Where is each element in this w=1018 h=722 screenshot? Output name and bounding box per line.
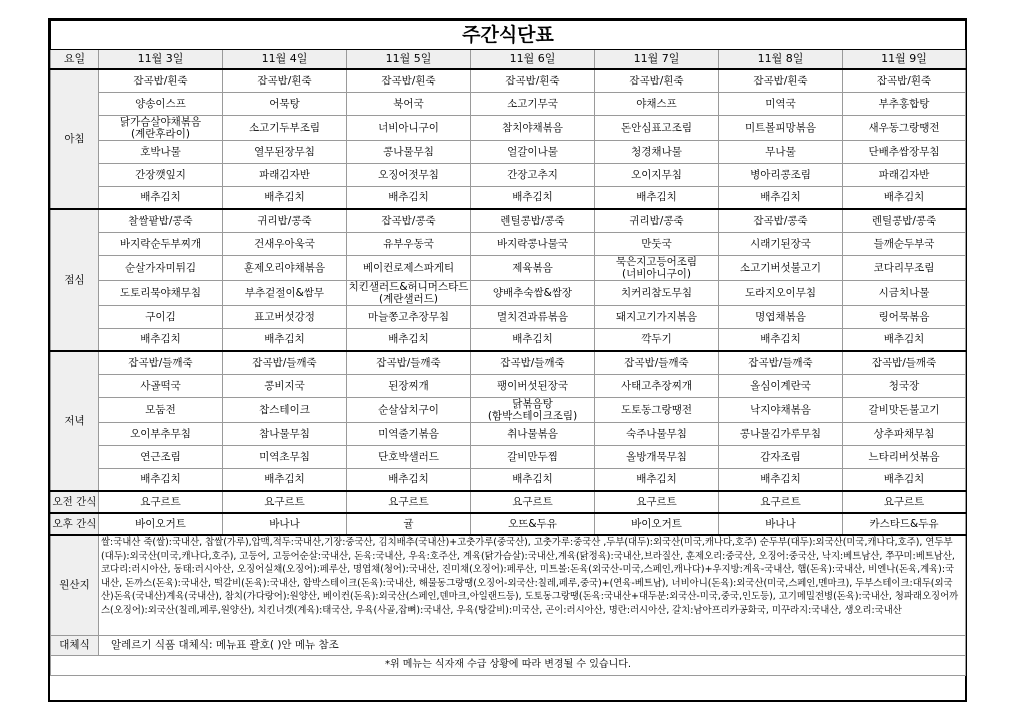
menu-cell: 낙지야채볶음	[719, 397, 843, 422]
menu-cell: 올방개묵무침	[595, 445, 719, 468]
day-header: 11월 6일	[471, 50, 595, 70]
menu-cell: 오징어젓무침	[347, 163, 471, 186]
menu-cell: 잡곡밥/들깨죽	[719, 351, 843, 374]
menu-cell: 열무된장무침	[223, 140, 347, 163]
substitute-text: 알레르기 식품 대체식: 메뉴표 괄호( )안 메뉴 참조	[99, 635, 966, 655]
menu-cell: 미역국	[719, 92, 843, 115]
menu-cell: 제육볶음	[471, 255, 595, 280]
menu-cell: 야채스프	[595, 92, 719, 115]
menu-cell: 배추김치	[471, 186, 595, 209]
snack-cell: 바이오거트	[99, 513, 223, 535]
menu-cell: 렌틸콩밥/콩죽	[471, 209, 595, 232]
snack-cell: 바이오거트	[595, 513, 719, 535]
menu-cell: 콩나물김가루무침	[719, 422, 843, 445]
menu-cell: 부추겉절이&쌈무	[223, 280, 347, 305]
menu-cell: 렌틸콩밥/콩죽	[843, 209, 966, 232]
menu-cell: 콩비지국	[223, 374, 347, 397]
menu-cell: 된장찌개	[347, 374, 471, 397]
menu-cell: 취나물볶음	[471, 422, 595, 445]
menu-cell: 어묵탕	[223, 92, 347, 115]
menu-cell: 사골떡국	[99, 374, 223, 397]
page-title: 주간식단표	[51, 21, 966, 50]
menu-cell: 배추김치	[595, 468, 719, 491]
menu-cell: 귀리밥/콩죽	[595, 209, 719, 232]
menu-cell: 모둠전	[99, 397, 223, 422]
menu-cell: 숙주나물무침	[595, 422, 719, 445]
meal-label: 저녁	[51, 351, 99, 491]
menu-cell: 잡곡밥/들깨죽	[223, 351, 347, 374]
day-header: 11월 3일	[99, 50, 223, 70]
menu-cell: 잡곡밥/흰죽	[471, 69, 595, 92]
snack-cell: 요구르트	[719, 491, 843, 513]
menu-cell: 갈비맛돈불고기	[843, 397, 966, 422]
menu-cell: 배추김치	[471, 328, 595, 351]
menu-cell	[99, 115, 223, 140]
menu-cell-line: 치킨샐러드&허니머스타드	[348, 280, 469, 293]
day-header: 11월 4일	[223, 50, 347, 70]
menu-cell: 배추김치	[843, 186, 966, 209]
menu-cell: 배추김치	[223, 186, 347, 209]
menu-cell: 참치야채볶음	[471, 115, 595, 140]
menu-cell-line: 닭볶음탕	[512, 397, 553, 410]
menu-cell: 잡곡밥/흰죽	[347, 69, 471, 92]
weekly-menu-sheet	[48, 18, 967, 702]
menu-cell: 유부우동국	[347, 232, 471, 255]
menu-cell: 도라지오이무침	[719, 280, 843, 305]
snack-label: 오전 간식	[51, 491, 99, 513]
menu-cell: 새우동그랑땡전	[843, 115, 966, 140]
menu-cell: 소고기버섯불고기	[719, 255, 843, 280]
menu-cell: 양배추숙쌈&쌈장	[471, 280, 595, 305]
menu-cell: 너비아니구이	[347, 115, 471, 140]
menu-cell: 병아리콩조림	[719, 163, 843, 186]
menu-cell: 잡곡밥/들깨죽	[595, 351, 719, 374]
menu-cell: 배추김치	[99, 328, 223, 351]
menu-cell: 무나물	[719, 140, 843, 163]
menu-cell	[471, 397, 595, 422]
menu-cell: 배추김치	[347, 468, 471, 491]
menu-cell: 치커리참도무침	[595, 280, 719, 305]
menu-cell: 도토리묵야채무침	[99, 280, 223, 305]
day-header: 11월 8일	[719, 50, 843, 70]
menu-cell: 명엽채볶음	[719, 305, 843, 328]
menu-cell: 배추김치	[719, 328, 843, 351]
menu-cell: 바지락순두부찌개	[99, 232, 223, 255]
menu-cell: 베이컨로제스파게티	[347, 255, 471, 280]
menu-cell-line: (함박스테이크조림)	[487, 409, 578, 422]
menu-cell: 귀리밥/콩죽	[223, 209, 347, 232]
snack-cell: 요구르트	[99, 491, 223, 513]
menu-cell: 호박나물	[99, 140, 223, 163]
menu-cell: 잡곡밥/흰죽	[99, 69, 223, 92]
snack-cell: 요구르트	[471, 491, 595, 513]
menu-cell: 잡곡밥/들깨죽	[471, 351, 595, 374]
menu-cell: 배추김치	[719, 186, 843, 209]
menu-cell: 잡곡밥/콩죽	[347, 209, 471, 232]
snack-cell: 바나나	[719, 513, 843, 535]
menu-cell: 감자조림	[719, 445, 843, 468]
menu-cell: 만둣국	[595, 232, 719, 255]
menu-cell: 순살가자미튀김	[99, 255, 223, 280]
menu-cell: 코다리무조림	[843, 255, 966, 280]
menu-cell: 잡곡밥/흰죽	[843, 69, 966, 92]
day-header: 11월 9일	[843, 50, 966, 70]
menu-cell: 잡곡밥/들깨죽	[99, 351, 223, 374]
snack-cell: 카스타드&두유	[843, 513, 966, 535]
menu-cell: 미역초무침	[223, 445, 347, 468]
menu-cell: 배추김치	[471, 468, 595, 491]
menu-cell: 돼지고기가지볶음	[595, 305, 719, 328]
menu-cell: 미역줄기볶음	[347, 422, 471, 445]
menu-cell: 훈제오리야채볶음	[223, 255, 347, 280]
menu-cell: 배추김치	[719, 468, 843, 491]
substitute-label: 대체식	[51, 635, 99, 655]
menu-cell: 갈비만두찜	[471, 445, 595, 468]
menu-cell: 청경채나물	[595, 140, 719, 163]
menu-cell: 파래김자반	[843, 163, 966, 186]
menu-cell: 잡곡밥/들깨죽	[347, 351, 471, 374]
menu-cell: 순살삼치구이	[347, 397, 471, 422]
menu-cell: 오이지무침	[595, 163, 719, 186]
menu-cell: 배추김치	[99, 468, 223, 491]
menu-cell: 찰쌀팥밥/콩죽	[99, 209, 223, 232]
meal-label: 아침	[51, 69, 99, 209]
menu-cell: 멸치견과류볶음	[471, 305, 595, 328]
menu-cell: 연근조림	[99, 445, 223, 468]
menu-cell: 파래김자반	[223, 163, 347, 186]
origin-label: 원산지	[51, 535, 99, 635]
snack-label: 오후 간식	[51, 513, 99, 535]
menu-cell: 배추김치	[223, 468, 347, 491]
menu-cell: 배추김치	[347, 186, 471, 209]
menu-cell: 들깨순두부국	[843, 232, 966, 255]
menu-cell: 느타리버섯볶음	[843, 445, 966, 468]
menu-cell: 배추김치	[843, 468, 966, 491]
menu-cell: 잡곡밥/흰죽	[595, 69, 719, 92]
menu-cell: 잡곡밥/들깨죽	[843, 351, 966, 374]
menu-cell: 배추김치	[595, 186, 719, 209]
day-header: 11월 5일	[347, 50, 471, 70]
menu-cell: 참나물무침	[223, 422, 347, 445]
snack-cell: 바나나	[223, 513, 347, 535]
day-header-label: 요일	[51, 50, 99, 70]
menu-cell: 북어국	[347, 92, 471, 115]
menu-cell: 표고버섯강정	[223, 305, 347, 328]
menu-cell: 오이부추무침	[99, 422, 223, 445]
menu-cell: 돈안심표고조림	[595, 115, 719, 140]
menu-cell: 팽이버섯된장국	[471, 374, 595, 397]
origin-text: 쌀:국내산 죽(쌀):국내산, 찹쌀(가루),압맥,적두:국내산,기장:중국산, 김치배추(국내산)+고춧가루(중국산), 고춧가루:중국산 ,두부(대두):외국산(미국,캐나다,호주) 순두부(대두):외국산(미국,캐나다,호주), 연두부(대두):외국산(미국,캐나다,호주), 고등어, 고등어순살:국내산, 돈육:국내산, 우육:호주산, 계육(닭가슴살):국내산,계육(닭정육):국내산,브라질산, 훈제오리:중국산, 오징어:중국산, 낙지:베트남산, 쭈꾸미:베트남산, 코다리:러시아산, 동태:러시아산, 오징어실채(오징어):페루산, 명엽채(청어):국내산, 진미채(오징어):페루산, 미트볼:돈육(외국산-미국,스페인,캐나다)+우지방:계육-국내산, 햄(돈육):국내산, 비엔나(돈육,계육):국내산, 돈까스(돈육):국내산, 떡갈비(돈육):국내산, 함박스테이크(돈육):국내산, 해물동그랑땡(오징어-외국산:칠레,페루,중국)+(연육-베트남), 너비아니(돈육):외국산(미국,스페인,멘마크), 두부스테이크:대두(외국산)돈육(국내산)계육(국내산), 참치(가다랑어):원양산, 베이컨(돈육):외국산(스페인,덴마크,아일랜드등), 도토동그랑땡(돈육:국내산+대두분:외국산-미국,중국,인도등), 고기메밀전병(돈육):국내산, 청파래오징어까스(오징어):외국산(칠레,페루,원양산), 치킨너겟(계육):태국산, 우육(사골,잡뼈):국내산, 우육(탕갈비):미국산, 곤이:러시아산, 명란:러시아산, 갈치:남아프리카공화국, 미꾸라지:국내산, 생오리:국내산	[99, 535, 966, 635]
meal-label: 점심	[51, 209, 99, 351]
day-header: 11월 7일	[595, 50, 719, 70]
menu-cell: 배추김치	[223, 328, 347, 351]
menu-cell: 배추김치	[99, 186, 223, 209]
menu-cell: 바지락콩나물국	[471, 232, 595, 255]
menu-cell-line: 닭가슴살야채볶음	[119, 115, 202, 128]
menu-cell: 청국장	[843, 374, 966, 397]
menu-cell: 미트볼피망볶음	[719, 115, 843, 140]
menu-cell: 링어묵볶음	[843, 305, 966, 328]
menu-cell: 단호박샐러드	[347, 445, 471, 468]
menu-cell: 도토동그랑땡전	[595, 397, 719, 422]
menu-cell: 배추김치	[843, 328, 966, 351]
menu-cell: 잡곡밥/흰죽	[223, 69, 347, 92]
menu-cell: 간장깻잎지	[99, 163, 223, 186]
snack-cell: 오뜨&두유	[471, 513, 595, 535]
snack-cell: 요구르트	[347, 491, 471, 513]
snack-cell: 귤	[347, 513, 471, 535]
menu-cell: 단배추쌈장무침	[843, 140, 966, 163]
menu-cell: 콩나물무침	[347, 140, 471, 163]
menu-cell	[347, 280, 471, 305]
menu-cell: 상추파채무침	[843, 422, 966, 445]
snack-cell: 요구르트	[843, 491, 966, 513]
footnote: *위 메뉴는 식자재 수급 상황에 따라 변경될 수 있습니다.	[51, 655, 966, 675]
menu-cell: 구이김	[99, 305, 223, 328]
menu-cell-line: (계란후라이)	[131, 127, 190, 140]
menu-cell: 올심이계란국	[719, 374, 843, 397]
menu-cell: 소고기두부조림	[223, 115, 347, 140]
menu-cell: 부추홍합탕	[843, 92, 966, 115]
menu-cell	[595, 255, 719, 280]
menu-cell: 소고기무국	[471, 92, 595, 115]
menu-cell-line: (너비아니구이)	[621, 267, 692, 280]
menu-cell: 찹스테이크	[223, 397, 347, 422]
menu-cell-line: (계란샐러드)	[379, 292, 438, 305]
menu-cell: 배추김치	[347, 328, 471, 351]
snack-cell: 요구르트	[223, 491, 347, 513]
menu-cell: 양송이스프	[99, 92, 223, 115]
menu-cell: 시금치나물	[843, 280, 966, 305]
menu-cell: 깍두기	[595, 328, 719, 351]
menu-table	[50, 20, 966, 676]
menu-cell-line: 묵은지고등어조림	[615, 255, 698, 268]
menu-cell: 잡곡밥/콩죽	[719, 209, 843, 232]
menu-cell: 사태고추장찌개	[595, 374, 719, 397]
menu-cell: 마늘쫑고추장무침	[347, 305, 471, 328]
menu-cell: 건새우아욱국	[223, 232, 347, 255]
menu-cell: 얼갈이나물	[471, 140, 595, 163]
snack-cell: 요구르트	[595, 491, 719, 513]
menu-cell: 시래기된장국	[719, 232, 843, 255]
menu-cell: 간장고추지	[471, 163, 595, 186]
menu-cell: 잡곡밥/흰죽	[719, 69, 843, 92]
